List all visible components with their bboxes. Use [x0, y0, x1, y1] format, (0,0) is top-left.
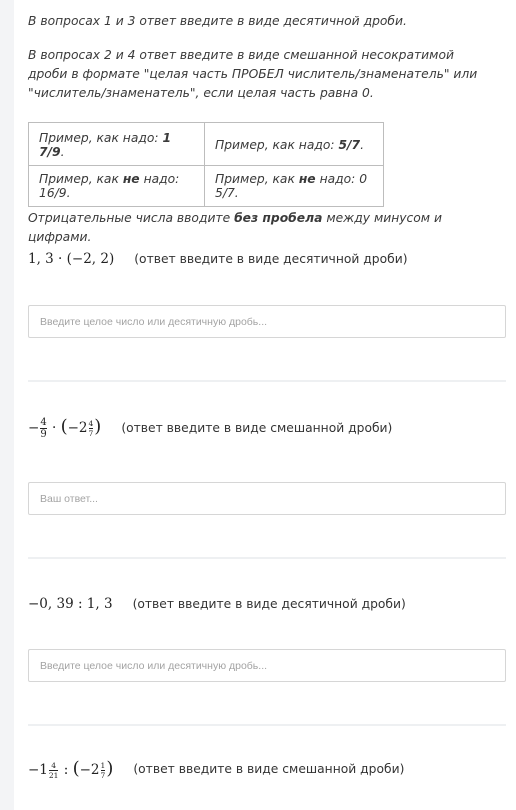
- example-good-1: Пример, как надо: 1 7/9.: [29, 123, 205, 166]
- question-4-hint: (ответ введите в виде смешанной дроби): [133, 761, 405, 776]
- question-2: [28, 416, 392, 440]
- question-3-expression: −0, 39 : 1, 3: [28, 596, 113, 612]
- divider: [28, 557, 506, 559]
- instruction-decimal: В вопросах 1 и 3 ответ введите в виде десятичной дроби.: [28, 14, 407, 28]
- question-4-expression: −1 $\frac{4}{21}$ : (−2 $\frac{1}{7}$ ): [28, 758, 114, 780]
- answer-1-input[interactable]: [28, 305, 506, 338]
- question-2-hint: (ответ введите в виде смешанной дроби): [121, 420, 393, 435]
- answer-3-input[interactable]: [28, 649, 506, 682]
- question-1-hint: (ответ введите в виде десятичной дроби): [134, 252, 408, 266]
- question-4: [28, 758, 404, 779]
- example-good-2: Пример, как надо: 5/7.: [205, 123, 384, 166]
- examples-table: [28, 122, 384, 207]
- divider: [28, 380, 506, 382]
- question-3: [28, 596, 406, 612]
- question-1: [28, 251, 408, 267]
- example-bad-1: Пример, как не надо: 16/9.: [29, 166, 205, 207]
- instruction-mixed-fraction: В вопросах 2 и 4 ответ введите в виде смешанной несократимой дроби в формате "целая часть ПРОБЕЛ числитель/знаменатель" или "числитель/знаменатель", если целая часть равна 0.: [28, 48, 478, 100]
- question-3-hint: (ответ введите в виде десятичной дроби): [132, 597, 406, 611]
- question-2-expression: − $\frac{4}{9}$ · (−2 $\frac{4}{7}$ ): [28, 416, 102, 440]
- answer-2-input[interactable]: [28, 482, 506, 515]
- instruction-negative-numbers: Отрицательные числа вводите без пробела между минусом и цифрами.: [28, 211, 442, 244]
- question-1-expression: 1, 3 · (−2, 2): [28, 251, 115, 267]
- example-bad-2: Пример, как не надо: 0 5/7.: [205, 166, 384, 207]
- divider: [28, 724, 506, 726]
- page-panel: [14, 0, 516, 810]
